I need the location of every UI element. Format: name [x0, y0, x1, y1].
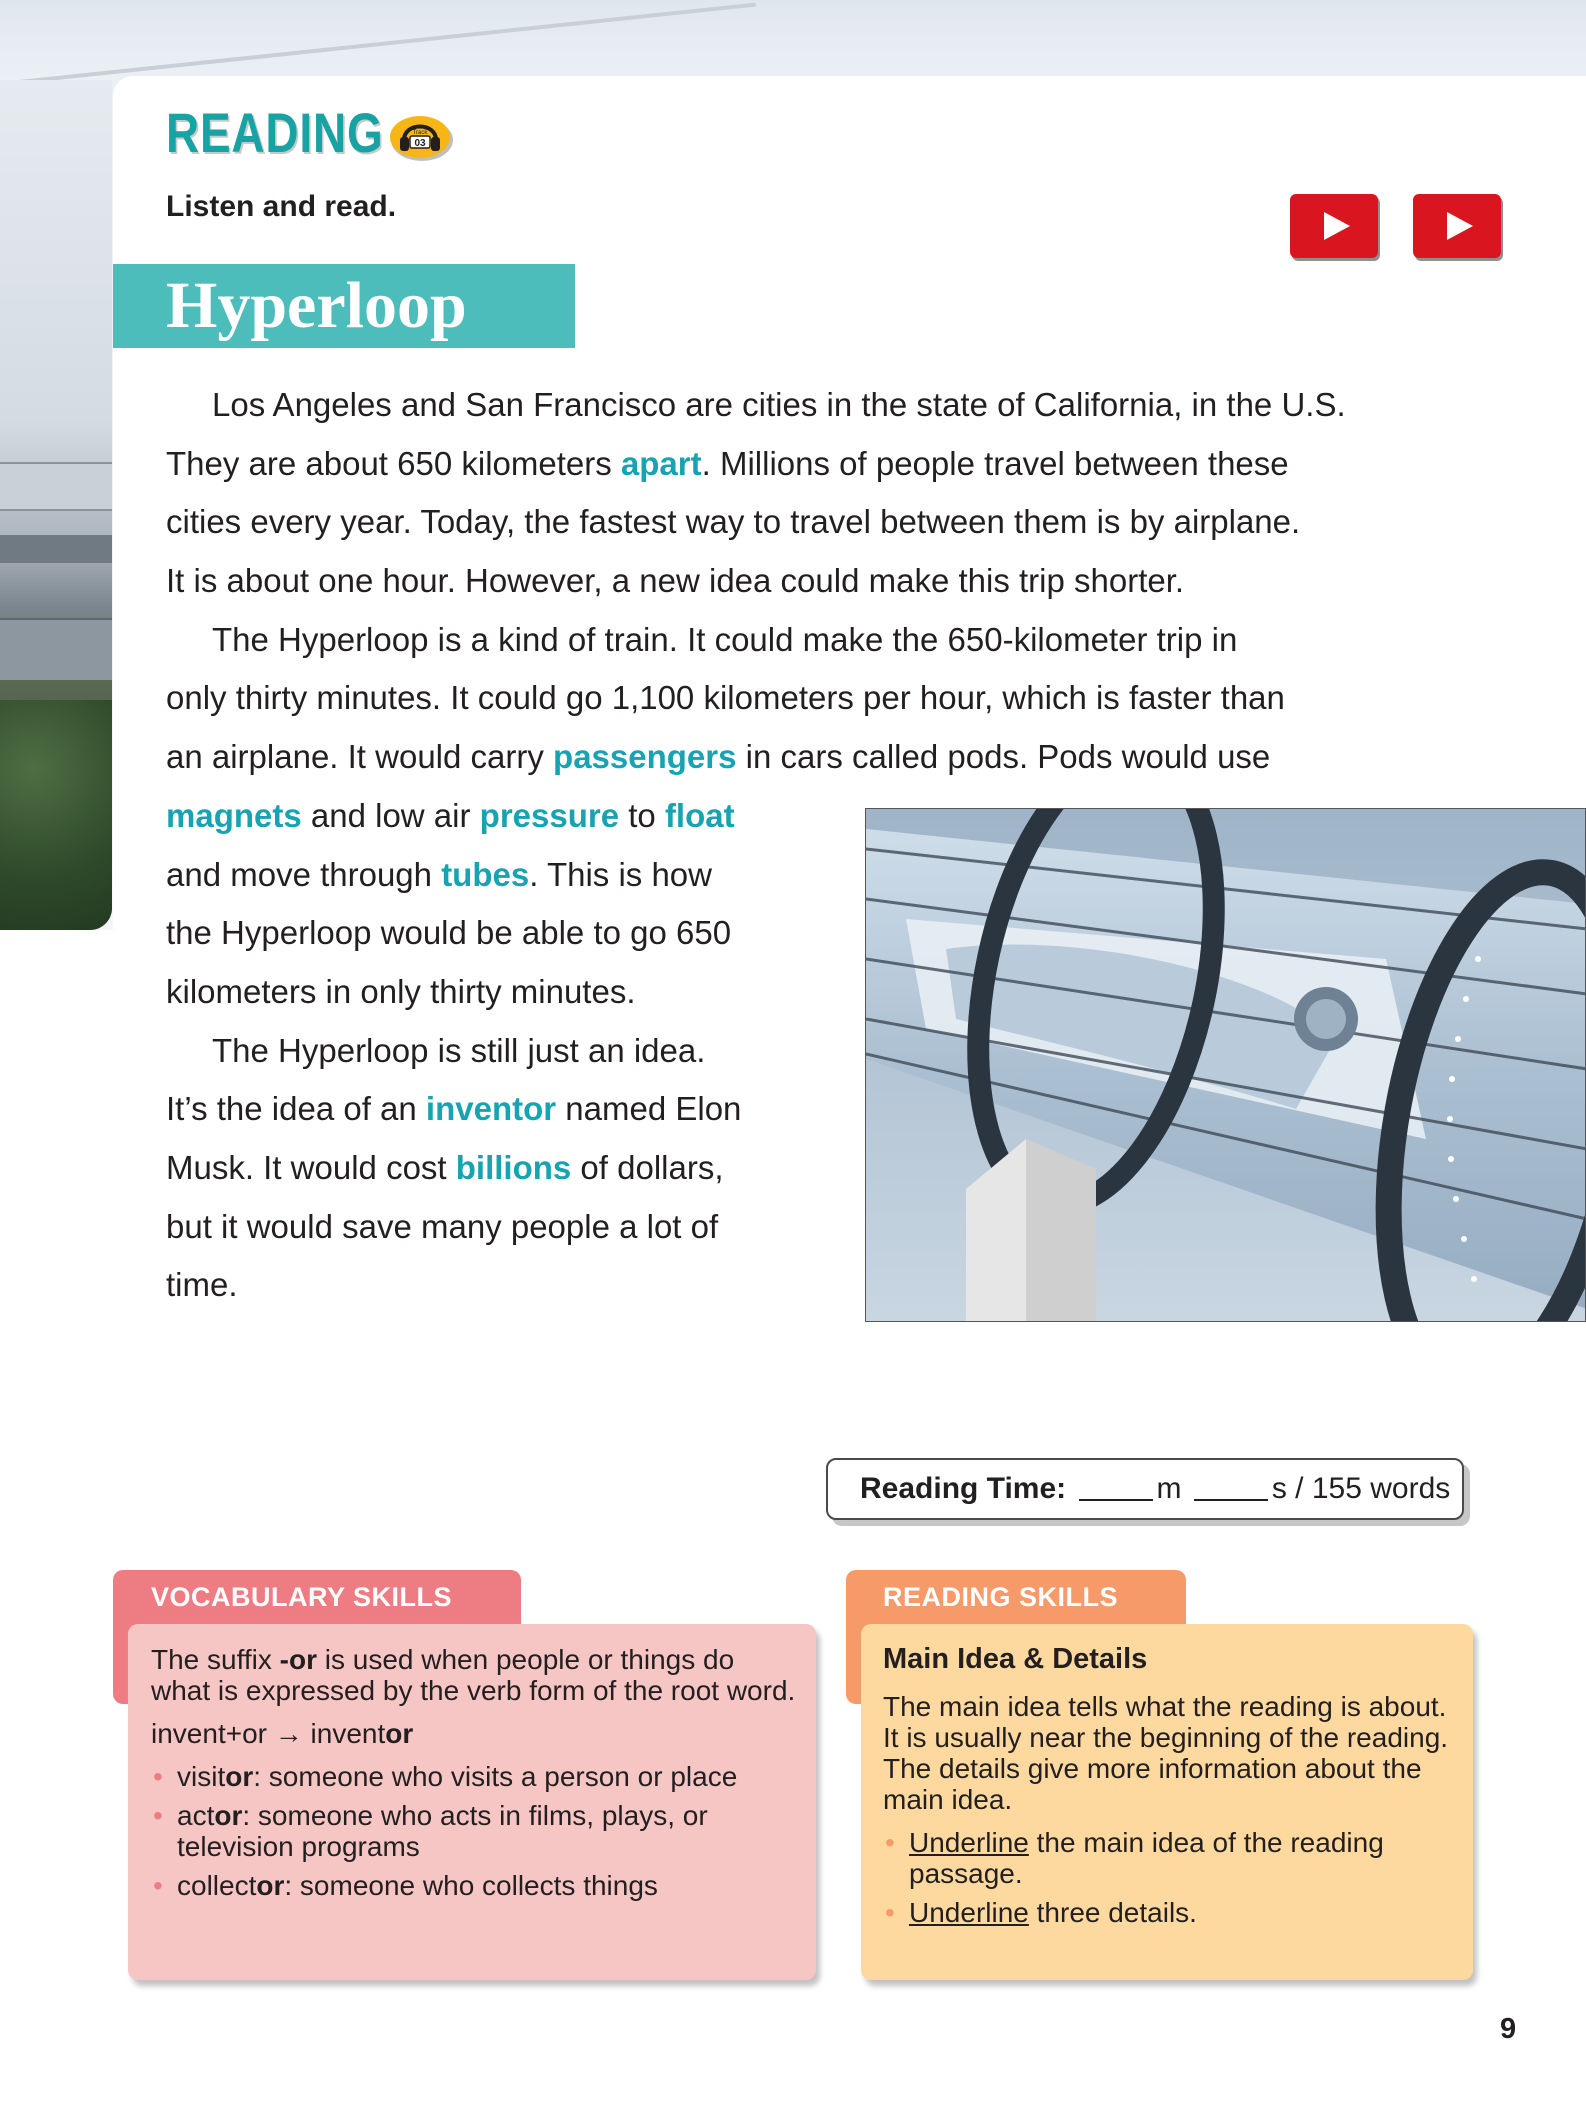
vocabulary-word: apart	[620, 444, 702, 482]
play-video-button[interactable]	[1413, 194, 1501, 258]
text-run: The suffix	[151, 1644, 280, 1675]
seconds-blank[interactable]	[1194, 1479, 1268, 1501]
list-item	[883, 1897, 1458, 1928]
text-run: of dollars,	[571, 1148, 724, 1186]
article-line	[166, 376, 1346, 435]
article-line	[166, 669, 1346, 728]
text-run: in cars called pods. Pods would use	[736, 738, 1271, 776]
article-title: Hyperloop	[166, 269, 467, 342]
text-run: It is about one hour. However, a new idea could make this trip shorter.	[166, 562, 1185, 600]
text-run: . Millions of people travel between these	[701, 444, 1289, 482]
text-run: time.	[166, 1266, 238, 1304]
article-line	[166, 435, 1346, 494]
section-title: READING	[166, 101, 384, 164]
reading-skills-tasks	[883, 1827, 1458, 1928]
text-run: The main idea tells what the reading is about. It is usually near the beginning of the reading. The details give more information about the main idea.	[883, 1691, 1449, 1815]
text-run: It’s the idea of an	[166, 1090, 426, 1128]
text-run: visit	[177, 1761, 226, 1792]
text-run: : someone who visits a person or place	[253, 1761, 738, 1792]
background-building-photo	[0, 80, 112, 930]
vocabulary-intro	[151, 1644, 801, 1706]
text-run: : someone who collects things	[284, 1870, 658, 1901]
article-line	[166, 493, 1346, 552]
vocabulary-examples-list	[151, 1761, 801, 1901]
article-line	[166, 611, 1346, 670]
text-run: The Hyperloop is still just an idea.	[212, 1031, 706, 1069]
article-line	[166, 728, 1346, 787]
suffix-highlight: or	[214, 1800, 243, 1831]
track-number: 03	[414, 138, 426, 149]
text-run: invent+or → invent	[151, 1718, 386, 1749]
text-run: is used when people or things do what is expressed by the verb form of the root word.	[151, 1644, 796, 1706]
underline-instruction: Underline	[909, 1827, 1029, 1858]
text-run: three details.	[1028, 1897, 1197, 1928]
track-label: Track	[412, 130, 428, 136]
text-run: . This is how	[529, 855, 712, 893]
text-run: an airplane. It would carry	[166, 738, 554, 776]
reading-time-label: Reading Time:	[860, 1472, 1067, 1505]
suffix-highlight: or	[385, 1718, 414, 1749]
minutes-unit: m	[1156, 1472, 1182, 1505]
play-video-button[interactable]	[1290, 194, 1378, 258]
text-run: and move through	[166, 855, 442, 893]
text-run: and low air	[301, 796, 480, 834]
reading-skills-subheading: Main Idea & Details	[883, 1643, 1148, 1675]
vocabulary-word: tubes	[441, 855, 530, 893]
list-item	[151, 1800, 801, 1862]
hyperloop-photo	[865, 808, 1586, 1322]
reading-time-box	[826, 1458, 1464, 1520]
reading-skills-intro	[883, 1691, 1458, 1815]
text-run: They are about 650 kilometers	[166, 444, 621, 482]
vocabulary-word: pressure	[479, 796, 620, 834]
vocabulary-skills-content	[151, 1644, 801, 1909]
vocabulary-word: float	[664, 796, 735, 834]
instruction: Listen and read.	[166, 190, 397, 223]
reading-skills-content	[883, 1644, 1458, 1936]
list-item	[883, 1827, 1458, 1889]
vocabulary-word: billions	[455, 1148, 572, 1186]
vocabulary-word: magnets	[166, 796, 302, 834]
seconds-unit: s / 155 words	[1271, 1472, 1451, 1505]
vocabulary-word: passengers	[553, 738, 737, 776]
audio-track-icon[interactable]	[390, 106, 454, 162]
suffix-highlight: or	[256, 1870, 285, 1901]
text-run: act	[177, 1800, 215, 1831]
text-run: named Elon	[556, 1090, 742, 1128]
vocabulary-word: inventor	[425, 1090, 557, 1128]
vocabulary-example	[151, 1718, 801, 1749]
text-run: : someone who acts in films, plays, or television programs	[177, 1800, 708, 1862]
hyperloop-illustration	[866, 809, 1586, 1322]
vocabulary-skills-heading: VOCABULARY SKILLS	[151, 1582, 453, 1612]
text-run: but it would save many people a lot of	[166, 1207, 719, 1245]
text-run: to	[619, 796, 665, 834]
text-run: Los Angeles and San Francisco are cities in the state of California, in the U.S.	[212, 386, 1346, 423]
minutes-blank[interactable]	[1079, 1479, 1153, 1501]
underline-instruction: Underline	[909, 1897, 1029, 1928]
text-run: collect	[177, 1870, 257, 1901]
text-run: cities every year. Today, the fastest way to travel between them is by airplane.	[166, 503, 1301, 541]
suffix-highlight: -or	[279, 1644, 317, 1675]
article-line	[166, 552, 1346, 611]
text-run: the main idea of the reading passage.	[909, 1827, 1384, 1889]
page-number: 9	[1500, 2013, 1517, 2045]
text-run: kilometers in only thirty minutes.	[166, 972, 636, 1010]
text-run: Musk. It would cost	[166, 1148, 456, 1186]
text-run: only thirty minutes. It could go 1,100 kilometers per hour, which is faster than	[166, 679, 1285, 717]
text-run: the Hyperloop would be able to go 650	[166, 914, 732, 952]
text-run: The Hyperloop is a kind of train. It could make the 650-kilometer trip in	[212, 620, 1238, 658]
list-item	[151, 1870, 801, 1901]
reading-skills-heading: READING SKILLS	[883, 1582, 1119, 1612]
suffix-highlight: or	[225, 1761, 254, 1792]
list-item	[151, 1761, 801, 1792]
